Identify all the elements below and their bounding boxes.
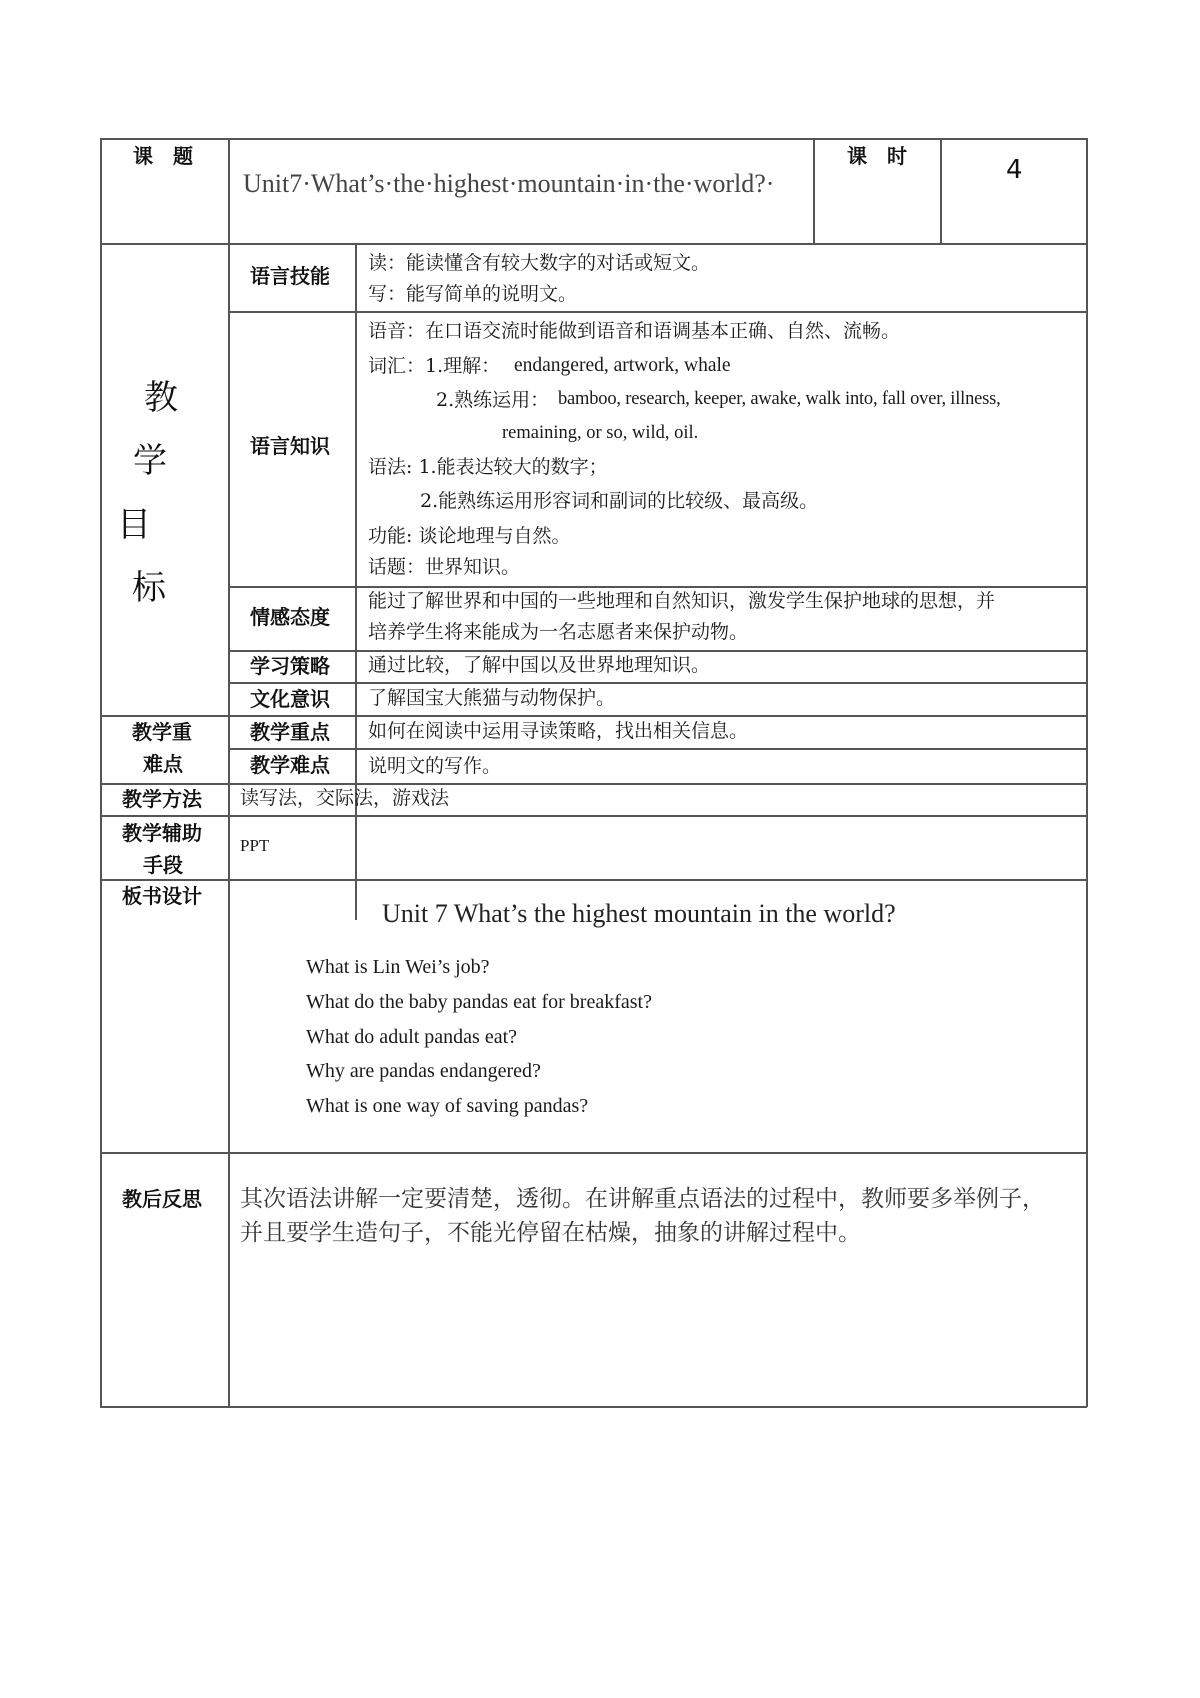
strategy-label: 学习策略 bbox=[250, 654, 330, 678]
knowledge-vocab-use-line1: bamboo, research, keeper, awake, walk into, fall over, illness, bbox=[558, 389, 1001, 409]
focus-label: 教学重点 bbox=[250, 720, 330, 744]
knowledge-vocab-use-line2: remaining, or so, wild, oil. bbox=[502, 423, 699, 443]
reflection-line-1: 其次语法讲解一定要清楚，透彻。在讲解重点语法的过程中，教师要多举例子， bbox=[240, 1186, 1045, 1212]
period-label: 课 时 bbox=[847, 144, 907, 168]
keypoints-label-line-2: 难点 bbox=[143, 752, 183, 776]
attitude-line-2: 培养学生将来能成为一名志愿者来保护动物。 bbox=[368, 621, 749, 643]
knowledge-pronunciation: 语音：在口语交流时能做到语音和语调基本正确、自然、流畅。 bbox=[368, 320, 901, 342]
knowledge-grammar-1: 语法: 1.能表达较大的数字； bbox=[368, 456, 608, 478]
skills-reading: 读：能读懂含有较大数字的对话或短文。 bbox=[368, 252, 711, 274]
knowledge-vocab-use-prefix: 2.熟练运用： bbox=[436, 389, 550, 411]
difficulty-value: 说明文的写作。 bbox=[368, 755, 502, 777]
board-label: 板书设计 bbox=[122, 884, 202, 908]
lesson-topic: Unit7·What’s·the·highest·mountain·in·the·world?· bbox=[243, 169, 775, 198]
knowledge-label: 语言知识 bbox=[250, 434, 330, 458]
board-question-4: Why are pandas endangered? bbox=[306, 1060, 541, 1082]
culture-value: 了解国宝大熊猫与动物保护。 bbox=[368, 687, 616, 709]
table-border-bottom bbox=[100, 1406, 1087, 1408]
objectives-label-char-2: 学 bbox=[133, 441, 167, 481]
knowledge-topic: 话题：世界知识。 bbox=[368, 556, 521, 578]
objectives-label-char-1: 教 bbox=[144, 378, 178, 418]
focus-value: 如何在阅读中运用寻读策略，找出相关信息。 bbox=[368, 720, 749, 742]
aids-label-line-1: 教学辅助 bbox=[122, 821, 202, 845]
period-value: 4 bbox=[1006, 155, 1023, 185]
row-line-method bbox=[100, 815, 1087, 817]
row-line-knowledge bbox=[228, 586, 1087, 588]
row-line-board bbox=[100, 1152, 1087, 1154]
difficulty-label: 教学难点 bbox=[250, 753, 330, 777]
row-line-keypoints bbox=[100, 783, 1087, 785]
row-line-header bbox=[100, 243, 1087, 245]
method-label: 教学方法 bbox=[122, 787, 202, 811]
topic-label: 课 题 bbox=[133, 144, 193, 168]
skills-writing: 写：能写简单的说明文。 bbox=[368, 283, 578, 305]
row-line-aids bbox=[100, 879, 1087, 881]
knowledge-vocab-prefix: 词汇：1.理解： bbox=[368, 355, 501, 377]
aids-value: PPT bbox=[240, 836, 270, 855]
sublabel-column-divider bbox=[355, 243, 357, 920]
table-border-right bbox=[1086, 138, 1088, 1407]
attitude-label: 情感态度 bbox=[250, 605, 330, 629]
table-border-left bbox=[100, 138, 102, 1407]
skills-label: 语言技能 bbox=[250, 264, 330, 288]
knowledge-vocab-understand: endangered, artwork, whale bbox=[514, 355, 731, 376]
reflection-label: 教后反思 bbox=[122, 1187, 202, 1211]
board-question-5: What is one way of saving pandas? bbox=[306, 1095, 589, 1117]
header-divider-1 bbox=[813, 138, 815, 244]
knowledge-grammar-2: 2.能熟练运用形容词和副词的比较级、最高级。 bbox=[420, 490, 819, 512]
board-question-3: What do adult pandas eat? bbox=[306, 1026, 518, 1048]
objectives-label-char-3: 目 bbox=[117, 505, 151, 545]
method-value: 读写法，交际法，游戏法 bbox=[240, 787, 450, 809]
table-border-top bbox=[100, 138, 1087, 140]
board-question-2: What do the baby pandas eat for breakfast? bbox=[306, 991, 652, 1013]
board-title: Unit 7 What’s the highest mountain in the world? bbox=[382, 899, 896, 928]
row-line-skills bbox=[228, 311, 1087, 313]
attitude-line-1: 能过了解世界和中国的一些地理和自然知识，激发学生保护地球的思想，并 bbox=[368, 590, 996, 612]
board-question-1: What is Lin Wei’s job? bbox=[306, 956, 490, 978]
row-line-focus bbox=[228, 748, 1087, 750]
aids-label-line-2: 手段 bbox=[143, 853, 183, 877]
strategy-value: 通过比较，了解中国以及世界地理知识。 bbox=[368, 654, 711, 676]
objectives-label-char-4: 标 bbox=[132, 568, 166, 608]
row-line-attitude bbox=[228, 650, 1087, 652]
lesson-plan-table bbox=[100, 138, 1087, 1407]
knowledge-function: 功能: 谈论地理与自然。 bbox=[368, 525, 571, 547]
row-line-strategy bbox=[228, 682, 1087, 684]
reflection-line-2: 并且要学生造句子，不能光停留在枯燥，抽象的讲解过程中。 bbox=[240, 1220, 861, 1246]
row-line-objectives bbox=[100, 715, 1087, 717]
label-column-divider bbox=[228, 138, 230, 1406]
header-divider-2 bbox=[940, 138, 942, 244]
keypoints-label-line-1: 教学重 bbox=[132, 720, 192, 744]
culture-label: 文化意识 bbox=[250, 687, 330, 711]
